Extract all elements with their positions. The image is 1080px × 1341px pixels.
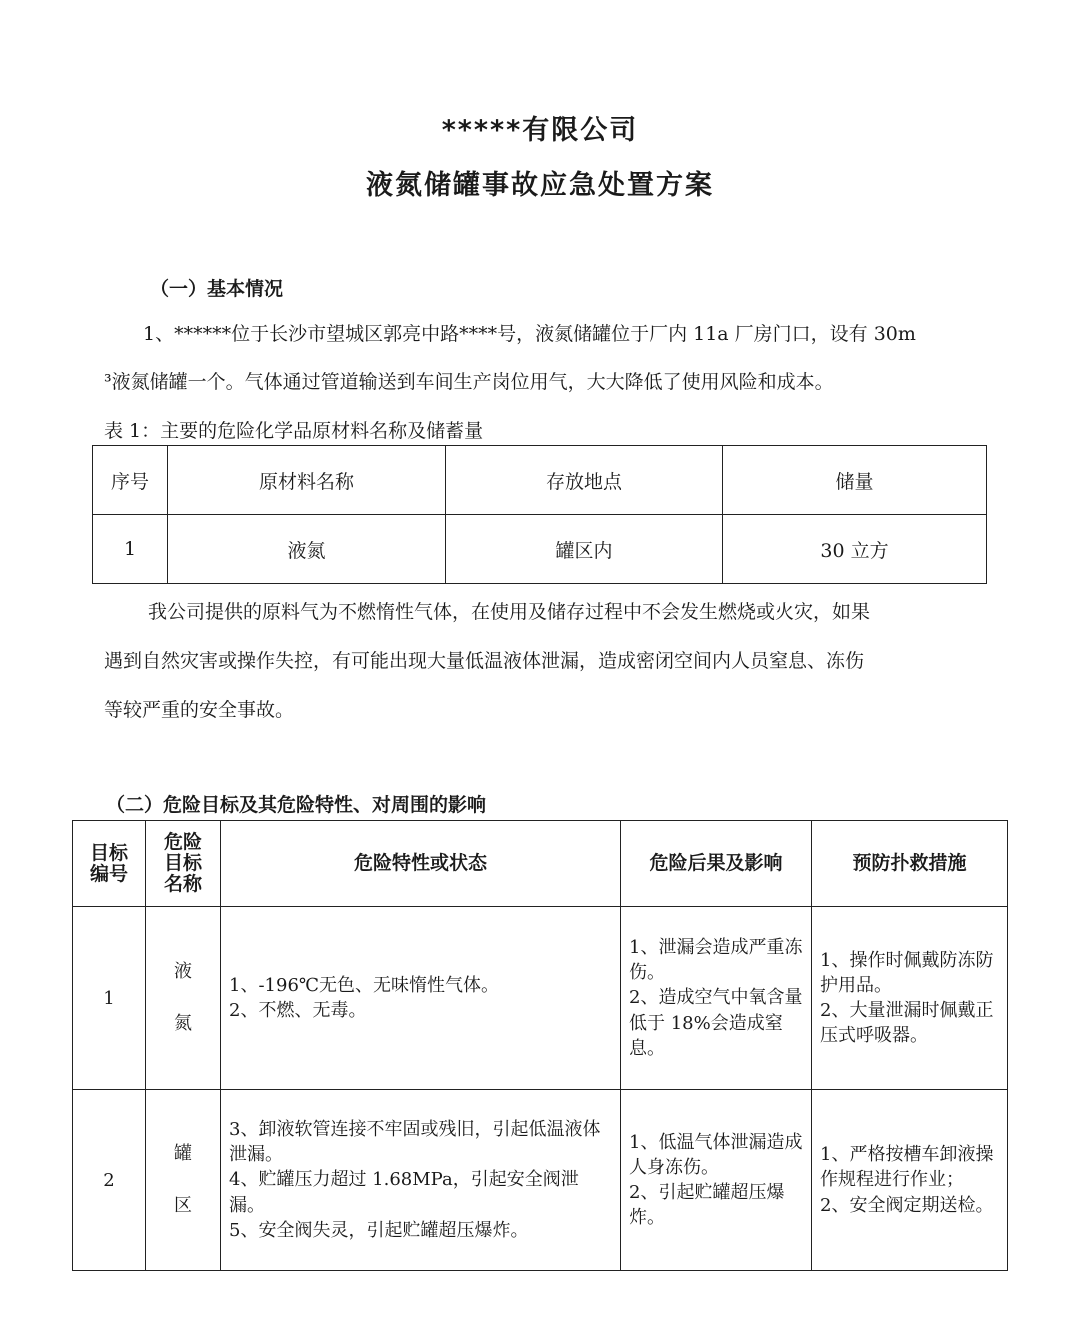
hazard-table <box>72 820 1008 1271</box>
section1-paragraph1-line2: ³液氮储罐一个。气体通过管道输送到车间生产岗位用气，大大降低了使用风险和成本。 <box>104 371 834 393</box>
table-cell: 30 立方 <box>723 515 987 584</box>
table-cell: 1、低温气体泄漏造成人身冻伤。 2、引起贮罐超压爆炸。 <box>621 1090 812 1271</box>
table-header-cell: 原材料名称 <box>168 446 446 515</box>
table-header-cell: 储量 <box>723 446 987 515</box>
table-cell: 液 氮 <box>146 907 221 1090</box>
document-title: 液氮储罐事故应急处置方案 <box>366 170 714 201</box>
table-header-row <box>93 446 987 515</box>
table-row <box>93 515 987 584</box>
table-header-cell: 危险后果及影响 <box>621 821 812 907</box>
company-title: *****有限公司 <box>441 115 639 146</box>
table-cell: 罐区内 <box>446 515 723 584</box>
table-cell: 液氮 <box>168 515 446 584</box>
table-header-cell: 序号 <box>93 446 168 515</box>
section2-heading: （二）危险目标及其危险特性、对周围的影响 <box>106 794 487 816</box>
table-cell: 1、严格按槽车卸液操作规程进行作业； 2、安全阀定期送检。 <box>812 1090 1008 1271</box>
section1-paragraph2-line2: 遇到自然灾害或操作失控，有可能出现大量低温液体泄漏，造成密闭空间内人员窒息、冻伤 <box>104 650 865 672</box>
section1-heading: （一）基本情况 <box>150 278 284 300</box>
table-row <box>73 907 1008 1090</box>
table-cell: 1、-196℃无色、无味惰性气体。 2、不燃、无毒。 <box>221 907 621 1090</box>
table-header-cell: 预防扑救措施 <box>812 821 1008 907</box>
table-cell: 1 <box>73 907 146 1090</box>
table-cell: 1、操作时佩戴防冻防护用品。 2、大量泄漏时佩戴正压式呼吸器。 <box>812 907 1008 1090</box>
table-row <box>73 1090 1008 1271</box>
section1-paragraph1-line1: 1、******位于长沙市望城区郭亮中路****号，液氮储罐位于厂内 11a 厂房门口，设有 30m <box>143 323 916 345</box>
table-cell: 1 <box>93 515 168 584</box>
table-header-cell: 危险特性或状态 <box>221 821 621 907</box>
table-cell: 3、卸液软管连接不牢固或残旧，引起低温液体泄漏。 4、贮罐压力超过 1.68MPa，引起安全阀泄漏。 5、安全阀失灵，引起贮罐超压爆炸。 <box>221 1090 621 1271</box>
table-header-cell: 存放地点 <box>446 446 723 515</box>
table-cell: 罐 区 <box>146 1090 221 1271</box>
table-header-cell: 危险 目标 名称 <box>146 821 221 907</box>
table-cell: 1、泄漏会造成严重冻伤。 2、造成空气中氧含量低于 18%会造成窒息。 <box>621 907 812 1090</box>
table-header-row <box>73 821 1008 907</box>
section1-paragraph2-line3: 等较严重的安全事故。 <box>104 699 295 721</box>
table-cell: 2 <box>73 1090 146 1271</box>
table1-caption: 表 1：主要的危险化学品原材料名称及储蓄量 <box>104 420 484 442</box>
table-header-cell: 目标 编号 <box>73 821 146 907</box>
materials-table <box>92 445 987 584</box>
section1-paragraph2-line1: 我公司提供的原料气为不燃惰性气体，在使用及储存过程中不会发生燃烧或火灾，如果 <box>148 601 871 623</box>
